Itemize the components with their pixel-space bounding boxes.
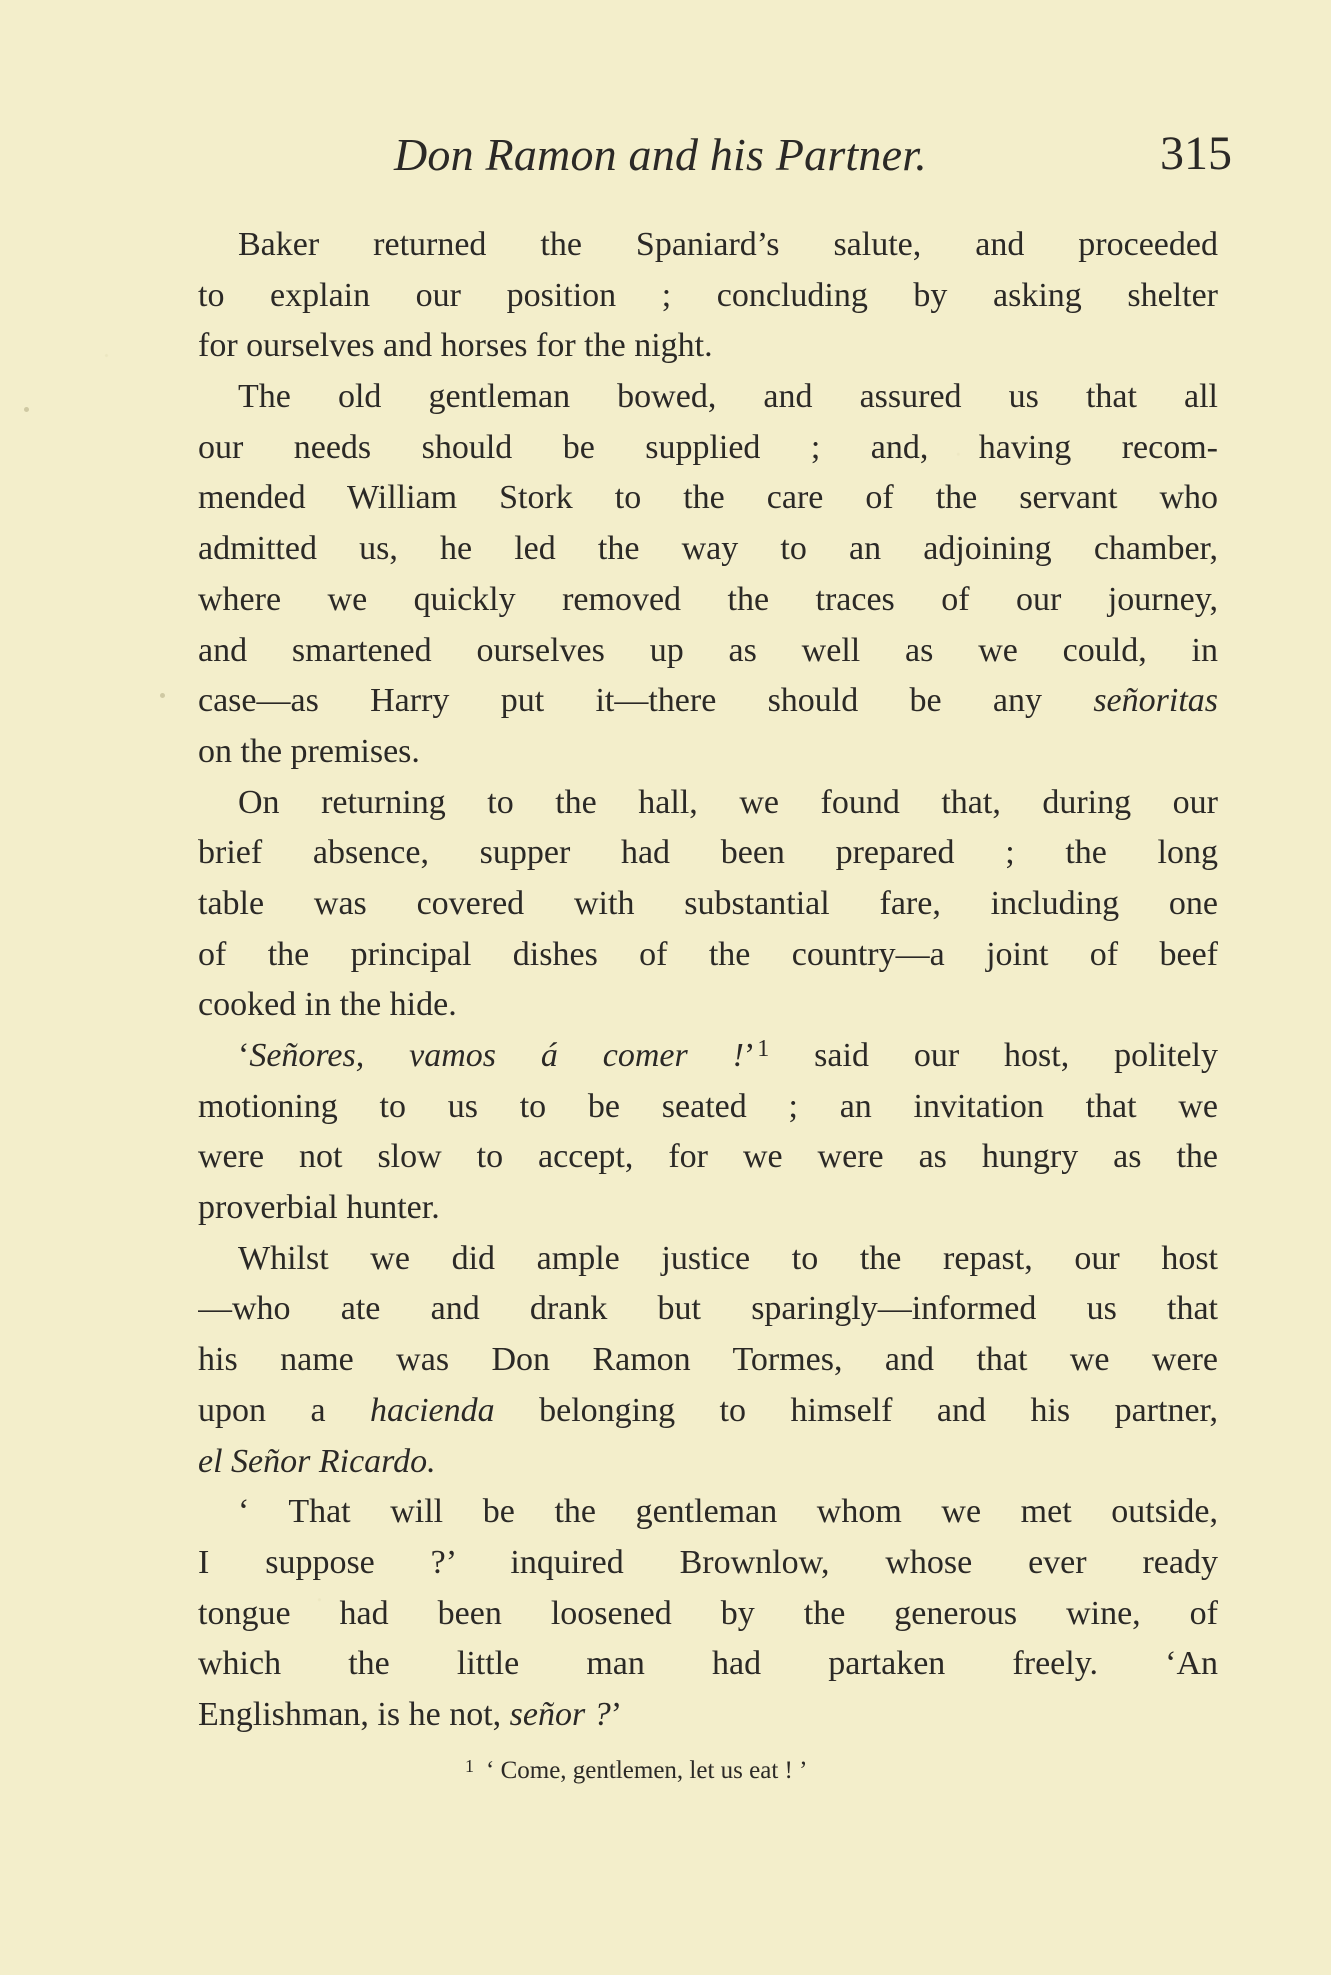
closing-quote: ’ xyxy=(610,1695,623,1733)
text-line: to explain our position ; concluding by asking shelter xyxy=(198,276,1218,314)
line-text: belonging to himself and his partner, xyxy=(494,1391,1218,1429)
text-line: admitted us, he led the way to an adjoining chamber, xyxy=(198,530,1218,568)
text-line: I suppose ?’ inquired Brownlow, whose ever ready xyxy=(198,1543,1218,1581)
text-line xyxy=(198,1031,1218,1082)
page-number: 315 xyxy=(1160,127,1232,180)
spanish-phrase: Señores, vamos á comer ! xyxy=(249,1037,744,1074)
opening-quote: ‘ xyxy=(238,1037,250,1074)
text-line: for ourselves and horses for the night. xyxy=(198,327,713,365)
text-line: table was covered with substantial fare, including one xyxy=(198,884,1218,922)
text-line: where we quickly removed the traces of our journey, xyxy=(198,580,1218,618)
text-line: ‘ That will be the gentleman whom we met outside, xyxy=(238,1493,1218,1531)
text-line xyxy=(198,1690,1218,1741)
text-line: on the premises. xyxy=(198,732,420,770)
text-line xyxy=(198,676,1218,727)
text-line: tongue had been loosened by the generous wine, of xyxy=(198,1594,1218,1632)
footnote-reference: 1 xyxy=(757,1036,770,1062)
running-head-title: Don Ramon and his Partner. xyxy=(394,129,927,180)
italic-name: el Señor Ricardo. xyxy=(198,1442,436,1480)
text-line: proverbial hunter. xyxy=(198,1189,440,1227)
running-head xyxy=(394,128,1232,190)
text-line: —who ate and drank but sparingly—informed us that xyxy=(198,1290,1218,1328)
italic-word: señor ? xyxy=(509,1695,611,1733)
text-line: Baker returned the Spaniard’s salute, and proceeded xyxy=(238,226,1218,263)
footnote-text: ‘ Come, gentlemen, let us eat ! ’ xyxy=(486,1757,808,1784)
footnote xyxy=(465,1757,807,1786)
text-line: of the principal dishes of the country—a joint of beef xyxy=(198,935,1218,973)
text-line: The old gentleman bowed, and assured us that all xyxy=(238,378,1218,416)
text-line xyxy=(198,1437,1218,1488)
line-text: Englishman, is he not, xyxy=(198,1695,510,1733)
text-line: his name was Don Ramon Tormes, and that we were xyxy=(198,1341,1218,1379)
italic-word: hacienda xyxy=(370,1391,495,1429)
text-line: mended William Stork to the care of the servant who xyxy=(198,479,1218,517)
text-line: and smartened ourselves up as well as we could, in xyxy=(198,631,1218,669)
text-line: which the little man had partaken freely. ‘An xyxy=(198,1645,1218,1683)
italic-word: señoritas xyxy=(1093,682,1218,720)
line-text: said our host, politely xyxy=(769,1037,1218,1074)
text-line xyxy=(198,1386,1218,1437)
footnote-mark: 1 xyxy=(465,1756,474,1776)
text-line: were not slow to accept, for we were as hungry as the xyxy=(198,1138,1218,1176)
margin-speck xyxy=(160,693,165,698)
body-text xyxy=(198,220,1218,1741)
text-line: motioning to us to be seated ; an invitation that we xyxy=(198,1087,1218,1125)
margin-speck xyxy=(24,407,29,412)
line-text: case—as Harry put it—there should be any xyxy=(198,682,1094,720)
text-line: our needs should be supplied ; and, having recom- xyxy=(198,428,1218,466)
text-line: On returning to the hall, we found that, during our xyxy=(238,783,1218,821)
text-line: cooked in the hide. xyxy=(198,986,457,1024)
text-line: brief absence, supper had been prepared ; the long xyxy=(198,834,1218,872)
closing-quote: ’ xyxy=(743,1037,756,1074)
line-text: upon a xyxy=(198,1391,371,1429)
text-line: Whilst we did ample justice to the repast, our host xyxy=(238,1239,1218,1277)
